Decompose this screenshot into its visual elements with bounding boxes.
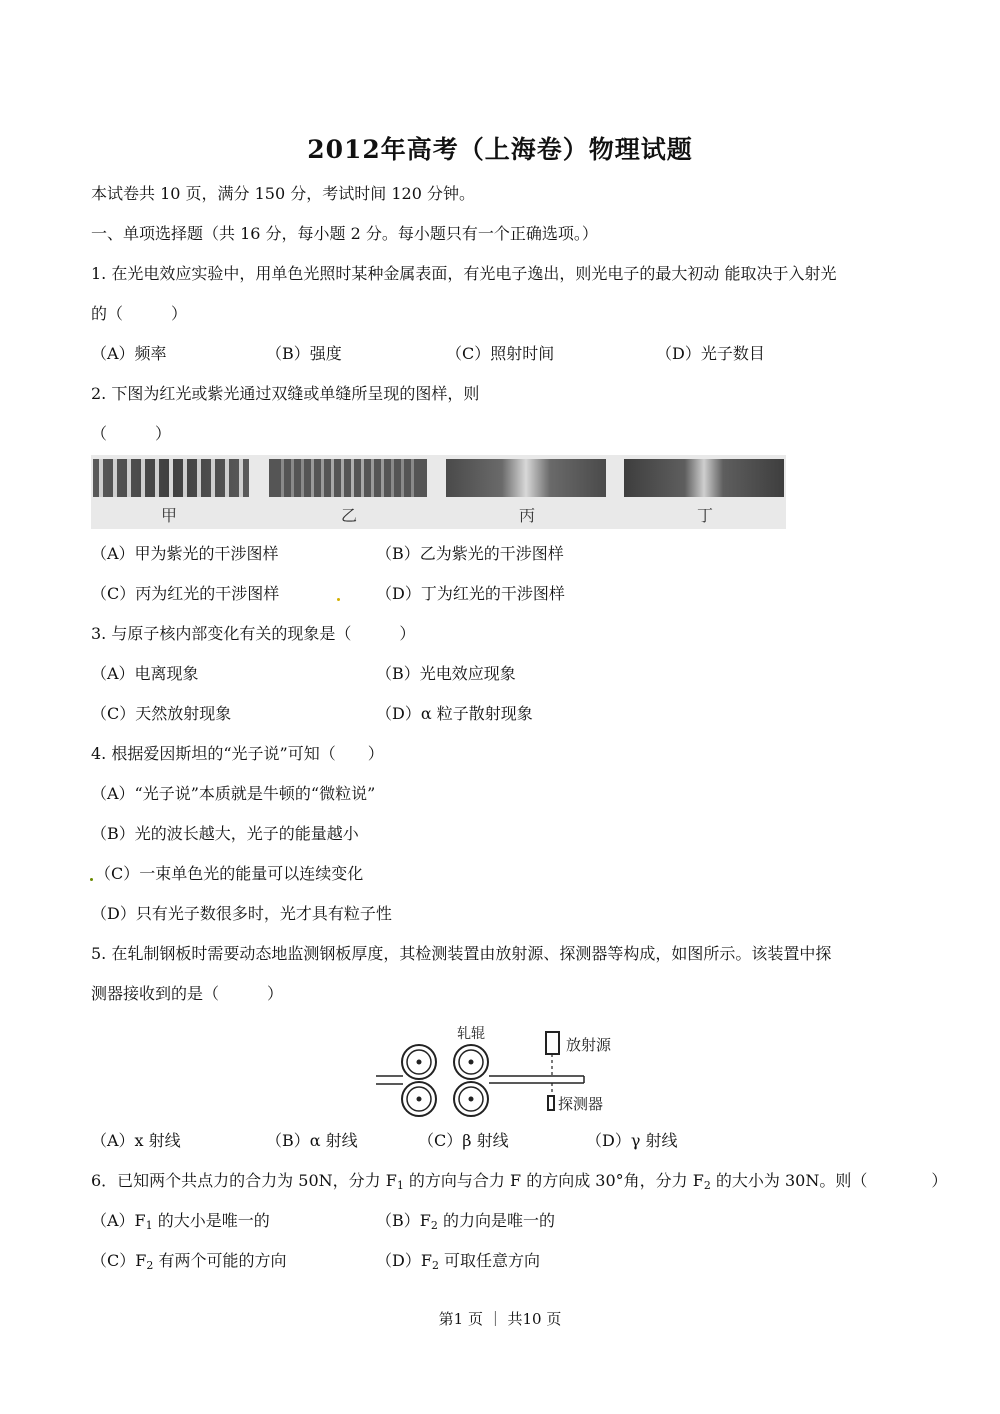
q6-sub-1: 1	[396, 1179, 404, 1192]
q1-stem-line2: 的（ ）	[91, 304, 188, 323]
q6-option-b	[376, 1211, 555, 1231]
q6-sub-2: 2	[703, 1179, 711, 1192]
q6-option-c-post: 有两个可能的方向	[153, 1251, 287, 1270]
q4-option-d: （D）只有光子数很多时，光才具有粒子性	[91, 904, 392, 923]
interference-pattern-figure	[91, 455, 786, 529]
q4-stem: 4. 根据爱因斯坦的“光子说”可知（ ）	[91, 744, 384, 763]
label-source: 放射源	[566, 1036, 612, 1054]
q1-option-d: （D）光子数目	[656, 344, 765, 363]
label-detector: 探测器	[558, 1095, 604, 1113]
q6-stem-part-a: 6．已知两个共点力的合力为 50N，分力 F	[91, 1171, 397, 1190]
q2-stem-line1: 2. 下图为红光或紫光通过双缝或单缝所呈现的图样，则	[91, 384, 480, 403]
interference-pattern-svg	[91, 455, 786, 529]
q6-option-d-post: 可取任意方向	[438, 1251, 541, 1270]
pattern-ding	[624, 459, 784, 497]
label-jia: 甲	[161, 506, 178, 525]
pattern-jia	[93, 459, 249, 497]
label-yi: 乙	[341, 506, 358, 525]
rolling-mill-figure	[376, 1024, 626, 1124]
stray-mark	[337, 598, 340, 601]
page-title: 2012年高考（上海卷）物理试题	[307, 135, 693, 164]
q6-option-c-sub: 2	[146, 1259, 154, 1272]
q6-option-b-pre: （B）F	[376, 1211, 431, 1230]
q4-option-b: （B）光的波长越大，光子的能量越小	[91, 824, 359, 843]
q3-option-a: （A）电离现象	[91, 664, 199, 683]
exam-intro: 本试卷共 10 页，满分 150 分，考试时间 120 分钟。	[91, 184, 475, 203]
q5-option-a: （A）x 射线	[91, 1131, 181, 1150]
q6-stem-part-b: 的方向与合力 F 的方向成 30°角，分力 F	[403, 1171, 704, 1190]
q2-option-d: （D）丁为红光的干涉图样	[376, 584, 565, 603]
q6-option-a-post: 的大小是唯一的	[152, 1211, 270, 1230]
q3-option-c: （C）天然放射现象	[91, 704, 232, 723]
q6-option-c-pre: （C）F	[91, 1251, 147, 1270]
label-ding: 丁	[697, 506, 714, 525]
q6-stem-part-c: 的大小为 30N。则（ ）	[710, 1171, 948, 1190]
q2-option-b: （B）乙为紫光的干涉图样	[376, 544, 564, 563]
page-footer: 第1 页 ｜ 共10 页	[438, 1310, 562, 1328]
pattern-yi	[269, 459, 427, 497]
q4-option-a: （A）“光子说”本质就是牛顿的“微粒说”	[91, 784, 376, 803]
pattern-bing	[446, 459, 606, 497]
q6-option-d	[376, 1251, 540, 1271]
q5-stem-line2: 测器接收到的是（ ）	[91, 984, 284, 1003]
q6-option-a	[91, 1211, 270, 1231]
q5-option-d: （D）γ 射线	[586, 1131, 678, 1150]
q6-option-c	[91, 1251, 286, 1271]
label-rollers: 轧辊	[457, 1026, 485, 1042]
label-bing: 丙	[519, 506, 536, 525]
q4-option-c: （C）一束单色光的能量可以连续变化	[95, 864, 364, 883]
q6-option-a-pre: （A）F	[91, 1211, 146, 1230]
q3-option-d: （D）α 粒子散射现象	[376, 704, 533, 723]
stray-mark	[90, 878, 93, 881]
q1-stem-line1: 1. 在光电效应实验中，用单色光照时某种金属表面，有光电子逸出，则光电子的最大初动 能取决于入射光	[91, 264, 837, 283]
q1-option-b: （B）强度	[266, 344, 342, 363]
q5-stem-line1: 5. 在轧制钢板时需要动态地监测钢板厚度，其检测装置由放射源、探测器等构成，如图所示。该装置中探	[91, 944, 832, 963]
q2-option-c: （C）丙为红光的干涉图样	[91, 584, 280, 603]
q6-option-a-sub: 1	[145, 1219, 153, 1232]
q6-option-d-pre: （D）F	[376, 1251, 432, 1270]
q3-option-b: （B）光电效应现象	[376, 664, 516, 683]
q6-stem	[91, 1171, 947, 1191]
section-heading: 一、单项选择题（共 16 分，每小题 2 分。每小题只有一个正确选项。）	[91, 224, 598, 243]
q6-option-d-sub: 2	[431, 1259, 439, 1272]
q5-option-c: （C）β 射线	[418, 1131, 509, 1150]
q1-option-a: （A）频率	[91, 344, 167, 363]
q6-option-b-post: 的力向是唯一的	[437, 1211, 555, 1230]
rolling-mill-svg	[376, 1024, 626, 1124]
q2-stem-line2: （ ）	[91, 424, 172, 443]
q6-option-b-sub: 2	[430, 1219, 438, 1232]
q1-option-c: （C）照射时间	[446, 344, 555, 363]
q2-option-a: （A）甲为紫光的干涉图样	[91, 544, 279, 563]
q5-option-b: （B）α 射线	[266, 1131, 358, 1150]
q3-stem: 3. 与原子核内部变化有关的现象是（ ）	[91, 624, 416, 643]
